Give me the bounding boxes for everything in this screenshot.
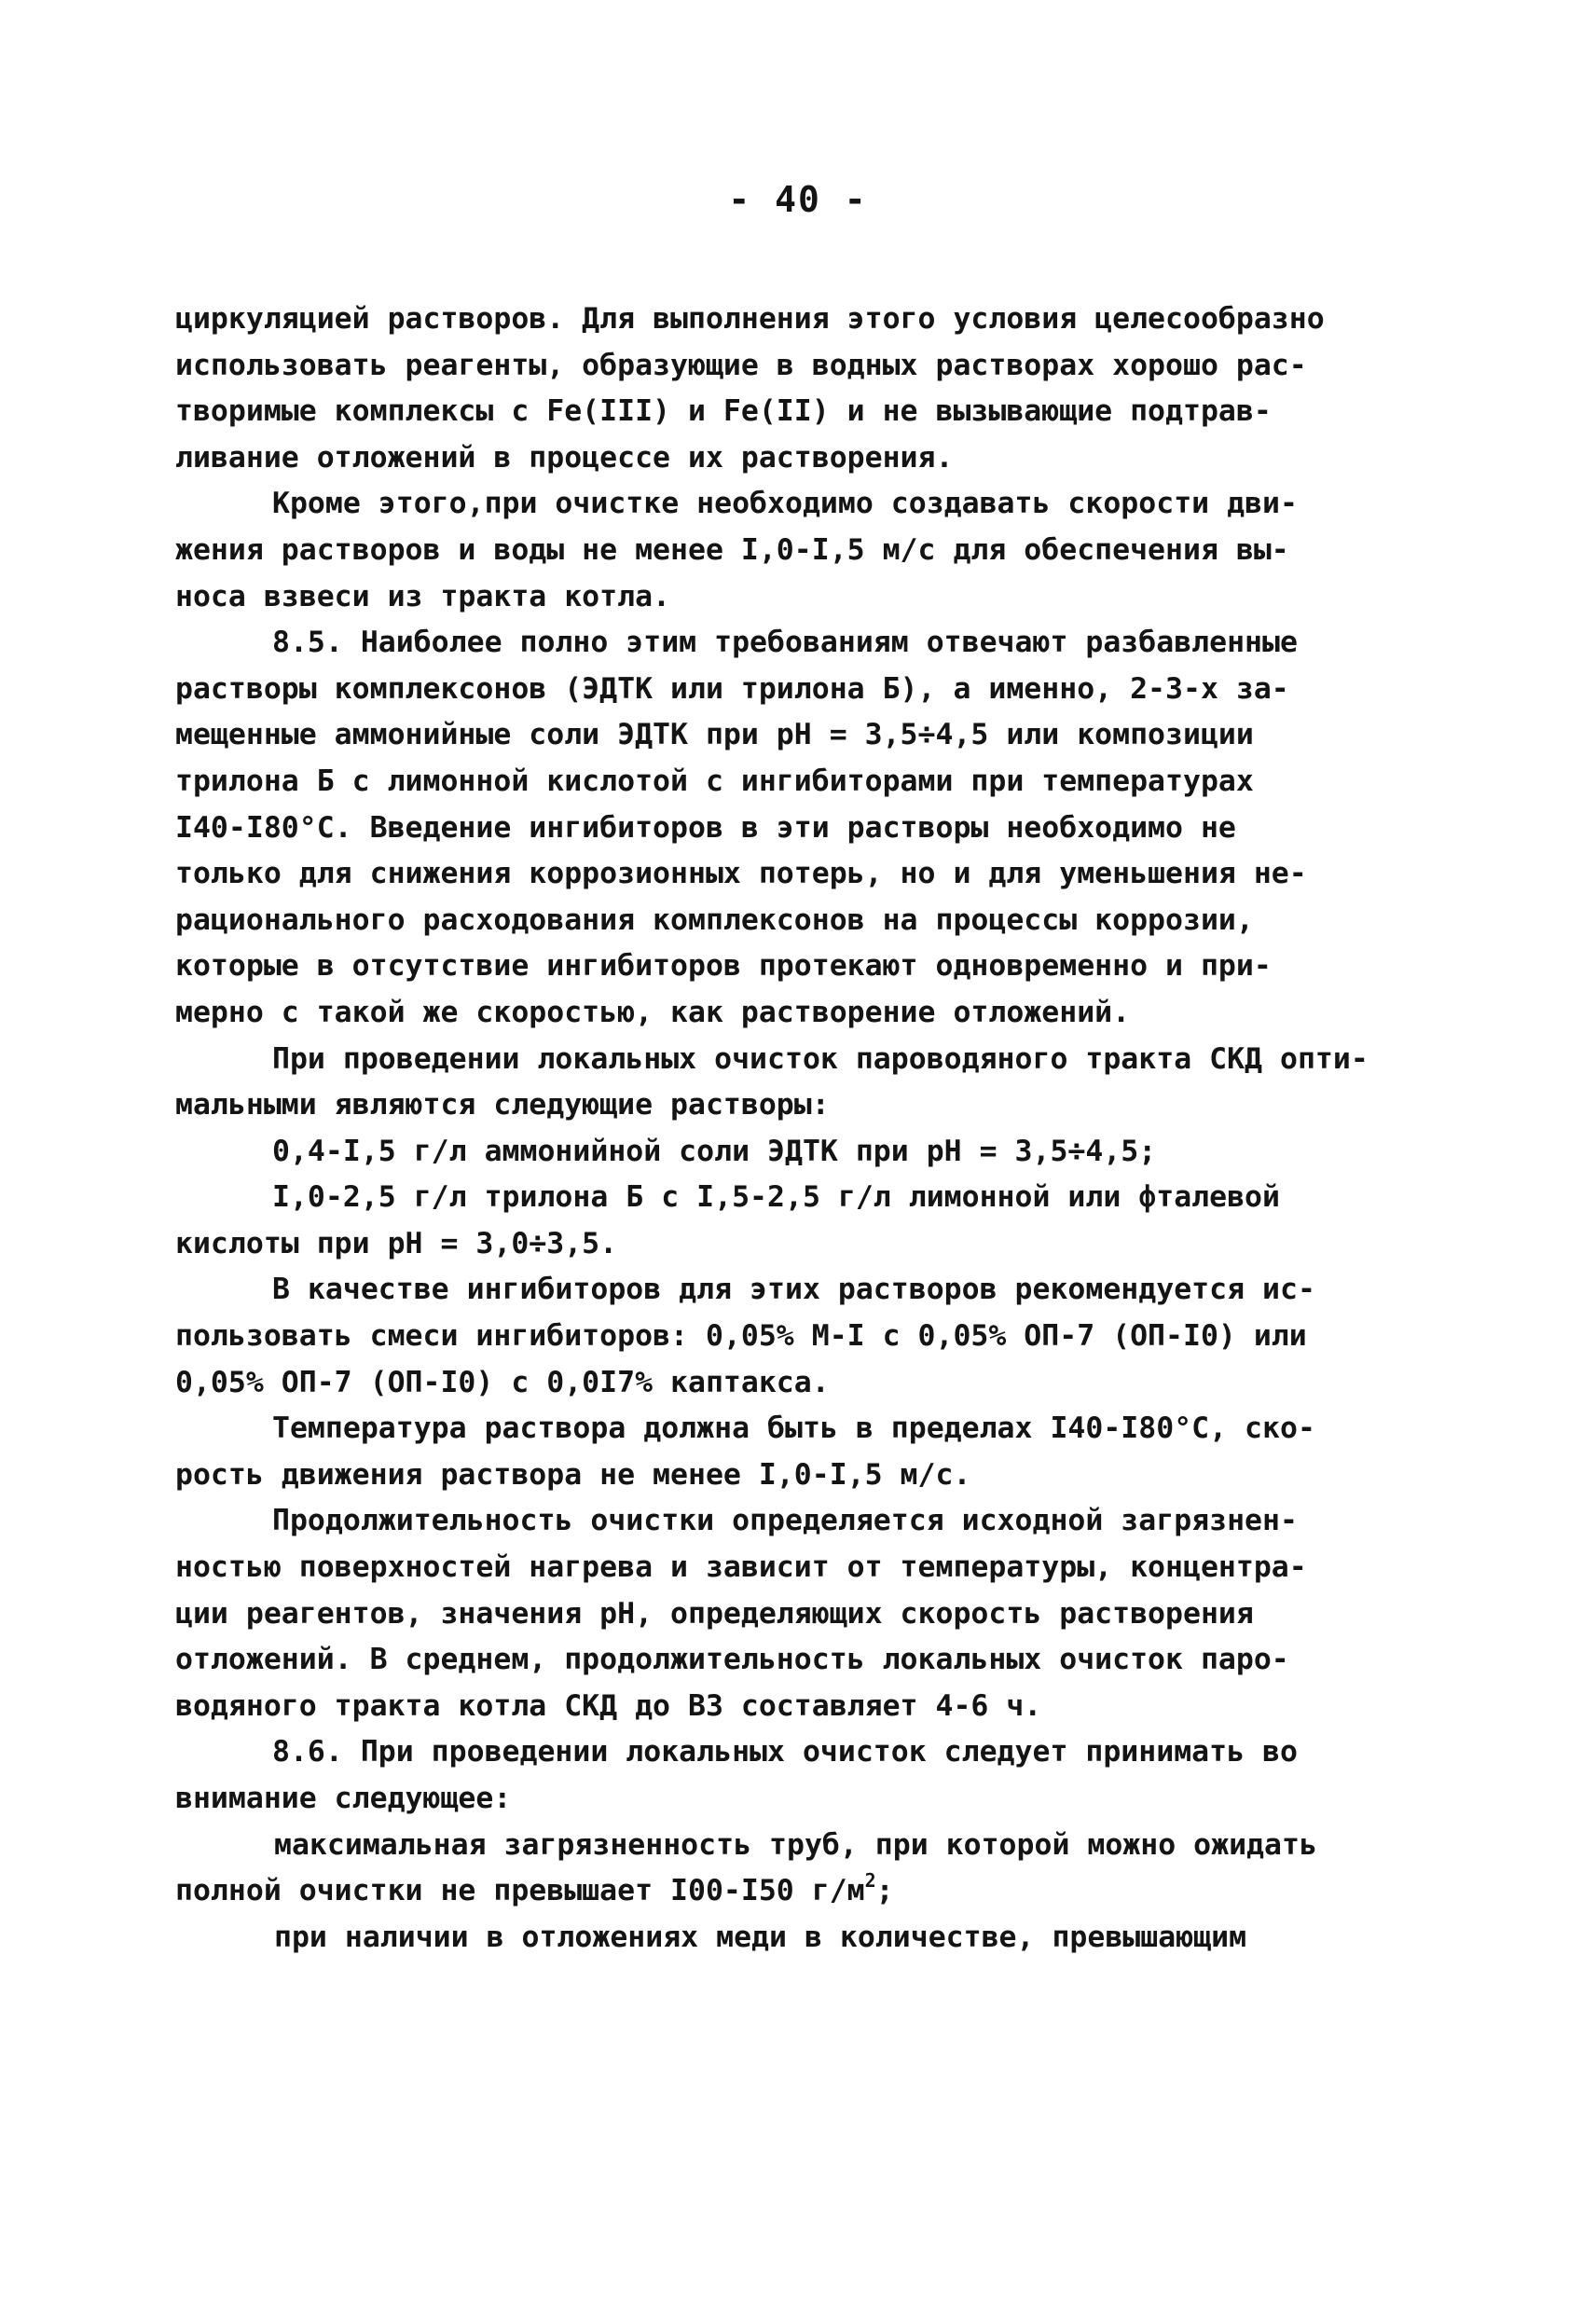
text-line: 8.6. При проведении локальных очисток следует принимать во (272, 1735, 1298, 1769)
text-line: растворы комплексонов (ЭДТК или трилона Б), а именно, 2-3-х за- (175, 671, 1289, 706)
text-line: I,0-2,5 г/л трилона Б с I,5-2,5 г/л лимонной или фталевой (272, 1180, 1280, 1215)
text-line: носа взвеси из тракта котла. (175, 579, 671, 613)
text-line: Температура раствора должна быть в пределах I40-I80°С, ско- (272, 1411, 1315, 1446)
text-line: мещенные аммонийные соли ЭДТК при рН = 3,5÷4,5 или композиции (175, 718, 1254, 752)
text-line: жения растворов и воды не менее I,0-I,5 м/с для обеспечения вы- (175, 532, 1289, 567)
text-line: трилона Б с лимонной кислотой с ингибиторами при температурах (175, 764, 1254, 798)
text-line: отложений. В среднем, продолжительность локальных очисток паро- (175, 1643, 1289, 1677)
body-text (175, 296, 1452, 1961)
text-line: водяного тракта котла СКД до ВЗ составляет 4-6 ч. (175, 1688, 1042, 1723)
text-line: при наличии в отложениях меди в количестве, превышающим (274, 1920, 1247, 1954)
text-line: максимальная загрязненность труб, при которой можно ожидать (274, 1827, 1317, 1862)
text-line: 8.5. Наиболее полно этим требованиям отвечают разбавленные (272, 626, 1298, 660)
superscript: 2 (864, 1869, 876, 1893)
text-line: 0,05% ОП-7 (ОП-I0) с 0,0I7% каптакса. (175, 1365, 830, 1399)
text-line: пользовать смеси ингибиторов: 0,05% М-I с 0,05% ОП-7 (ОП-I0) или (175, 1319, 1307, 1354)
text-line: мерно с такой же скоростью, как растворение отложений. (175, 995, 1131, 1029)
text-line: При проведении локальных очисток пароводяного тракта СКД опти- (272, 1041, 1369, 1076)
text-line: 0,4-I,5 г/л аммонийной соли ЭДТК при рН = 3,5÷4,5; (272, 1134, 1157, 1168)
text-line: В качестве ингибиторов для этих растворов рекомендуется ис- (272, 1273, 1315, 1307)
text-line: рость движения раствора не менее I,0-I,5 м/с. (175, 1457, 971, 1492)
text-line: использовать реагенты, образующие в водных растворах хорошо рас- (175, 348, 1307, 382)
text-line: ции реагентов, значения рН, определяющих скорость растворения (175, 1596, 1254, 1631)
text-line: внимание следующее: (175, 1782, 512, 1815)
text-line: мальными являются следующие растворы: (175, 1088, 830, 1122)
text-line: Кроме этого,при очистке необходимо создавать скорости дви- (272, 487, 1298, 521)
line-text: полной очистки не превышает I00-I50 г/м (175, 1874, 865, 1908)
text-line: которые в отсутствие ингибиторов протекают одновременно и при- (175, 949, 1272, 984)
page-number: - 40 - (728, 179, 868, 220)
text-line: рационального расходования комплексонов на процессы коррозии, (175, 902, 1254, 937)
text-line: I40-I80°С. Введение ингибиторов в эти растворы необходимо не (175, 810, 1236, 845)
text-line: творимые комплексы с Fe(III) и Fe(II) и не вызывающие подтрав- (175, 394, 1272, 429)
text-line: ностью поверхностей нагрева и зависит от температуры, концентра- (175, 1550, 1307, 1585)
text-line: только для снижения коррозионных потерь, но и для уменьшения не- (175, 857, 1307, 891)
text-line: ливание отложений в процессе их растворения. (175, 440, 954, 475)
line-suffix: ; (875, 1874, 894, 1908)
text-line: кислоты при рН = 3,0÷3,5. (175, 1226, 618, 1260)
text-line: циркуляцией растворов. Для выполнения этого условия целесообразно (175, 302, 1325, 336)
text-line-with-superscript (175, 1868, 1452, 1915)
text-line: Продолжительность очистки определяется исходной загрязнен- (272, 1504, 1298, 1538)
